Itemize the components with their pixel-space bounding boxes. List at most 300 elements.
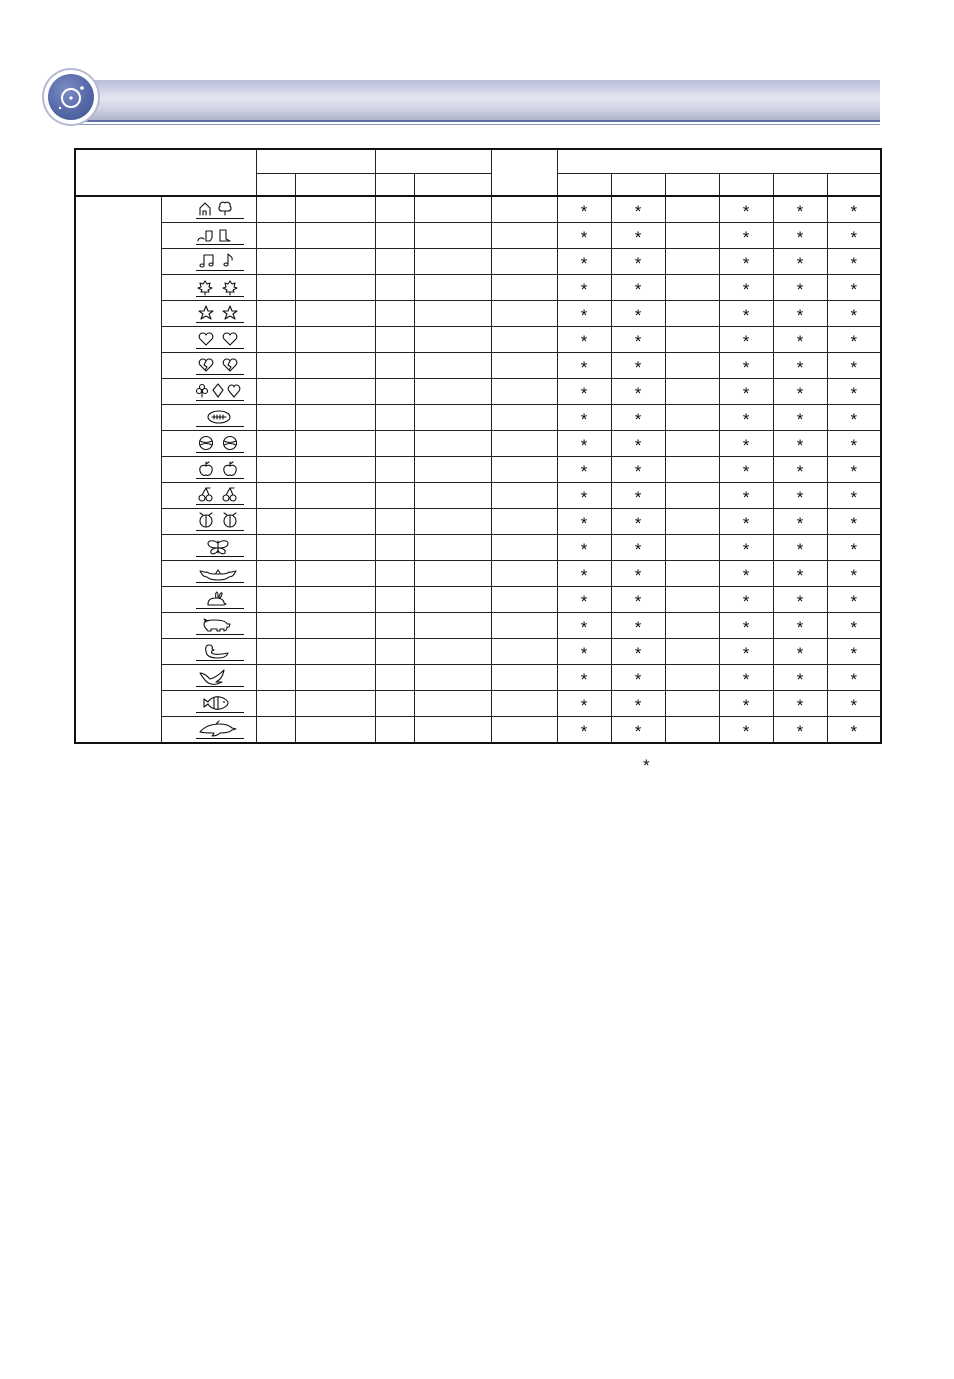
table-row [75,483,881,509]
asterisk-mark: * [580,670,588,689]
asterisk-mark: * [850,202,858,221]
pattern-table [74,148,882,744]
empty-cell [256,457,295,483]
mark-cell [773,535,827,561]
table-row [75,405,881,431]
asterisk-mark: * [580,618,588,637]
asterisk-mark: * [850,384,858,403]
asterisk-mark: * [850,618,858,637]
empty-cell [375,379,414,405]
asterisk-mark: * [742,410,750,429]
empty-cell [295,457,375,483]
empty-cell [414,535,491,561]
asterisk-mark: * [580,332,588,351]
empty-cell [414,379,491,405]
mark-cell [773,613,827,639]
empty-cell [375,249,414,275]
pattern-icon-cell [161,587,256,613]
empty-cell [491,509,557,535]
empty-cell [256,223,295,249]
header-subcell [773,174,827,197]
broken-hearts-icon [194,355,246,377]
mark-cell [719,691,773,717]
table-row [75,665,881,691]
mark-cell [773,483,827,509]
empty-cell [375,431,414,457]
empty-cell [295,639,375,665]
asterisk-mark: * [634,696,642,715]
mark-cell [557,301,611,327]
asterisk-mark: * [850,488,858,507]
empty-cell [256,196,295,223]
row-category-cell [75,196,161,743]
empty-cell [491,561,557,587]
asterisk-mark: * [850,540,858,559]
asterisk-mark: * [742,514,750,533]
empty-cell [414,613,491,639]
mark-cell [557,717,611,744]
empty-cell [295,613,375,639]
empty-cell [414,717,491,744]
empty-cell [414,431,491,457]
pattern-icon-cell [161,639,256,665]
asterisk-mark: * [850,644,858,663]
mark-cell [773,587,827,613]
asterisk-mark: * [580,202,588,221]
empty-cell [414,301,491,327]
mark-cell [773,249,827,275]
pattern-icon-cell [161,249,256,275]
asterisk-mark: * [796,410,804,429]
mark-cell [719,301,773,327]
empty-cell [375,301,414,327]
mark-cell [773,301,827,327]
empty-cell [375,535,414,561]
table-row [75,275,881,301]
mark-cell [719,613,773,639]
asterisk-mark: * [742,202,750,221]
mark-cell [557,561,611,587]
asterisk-mark: * [796,566,804,585]
mark-cell [665,613,719,639]
header-subcell [665,174,719,197]
empty-cell [491,457,557,483]
pattern-icon-cell [161,665,256,691]
mark-cell [827,431,881,457]
mark-cell [665,301,719,327]
mark-cell [773,327,827,353]
empty-cell [414,405,491,431]
asterisk-mark: * [742,670,750,689]
asterisk-mark: * [796,462,804,481]
asterisk-mark: * [742,488,750,507]
asterisk-mark: * [742,722,750,741]
asterisk-mark: * [850,722,858,741]
pattern-icon-cell [161,457,256,483]
empty-cell [256,535,295,561]
mark-cell [827,483,881,509]
asterisk-mark: * [634,644,642,663]
asterisk-mark: * [580,462,588,481]
asterisk-mark: * [742,228,750,247]
mark-cell [773,561,827,587]
pattern-icon-cell [161,535,256,561]
mark-cell [611,405,665,431]
mark-cell [773,717,827,744]
pattern-icon-cell [161,196,256,223]
mark-cell [557,379,611,405]
mark-cell [557,665,611,691]
table-row [75,535,881,561]
mark-cell [827,639,881,665]
empty-cell [375,613,414,639]
mark-cell [557,483,611,509]
mark-cell [557,196,611,223]
asterisk-mark: * [580,592,588,611]
empty-cell [491,691,557,717]
empty-cell [256,301,295,327]
mark-cell [719,717,773,744]
table-row [75,301,881,327]
mark-cell [557,327,611,353]
asterisk-mark: * [634,202,642,221]
table-row [75,561,881,587]
mark-cell [719,509,773,535]
asterisk-mark: * [742,436,750,455]
footnote-mark: * [643,756,650,775]
asterisk-mark: * [580,566,588,585]
mark-cell [719,483,773,509]
pattern-icon-cell [161,405,256,431]
asterisk-mark: * [850,566,858,585]
pattern-icon-cell [161,483,256,509]
mark-cell [611,275,665,301]
table-row [75,691,881,717]
asterisk-mark: * [742,462,750,481]
empty-cell [256,561,295,587]
apples-icon [194,459,246,481]
duck-icon [194,641,246,663]
mark-cell [827,327,881,353]
asterisk-mark: * [796,670,804,689]
empty-cell [295,535,375,561]
asterisk-mark: * [742,358,750,377]
asterisk-mark: * [580,306,588,325]
empty-cell [256,249,295,275]
empty-cell [295,353,375,379]
table-row [75,717,881,744]
mark-cell [665,196,719,223]
mark-cell [557,535,611,561]
asterisk-mark: * [850,358,858,377]
mark-cell [611,639,665,665]
asterisk-mark: * [580,488,588,507]
asterisk-mark: * [850,254,858,273]
asterisk-mark: * [742,592,750,611]
empty-cell [491,353,557,379]
empty-cell [491,639,557,665]
empty-cell [256,405,295,431]
asterisk-mark: * [796,618,804,637]
mark-cell [557,457,611,483]
empty-cell [414,509,491,535]
header-subcell [611,174,665,197]
mark-cell [557,275,611,301]
mark-cell [665,275,719,301]
mark-cell [827,561,881,587]
table-header-row-1 [75,149,881,174]
empty-cell [295,379,375,405]
mark-cell [719,639,773,665]
asterisk-mark: * [580,254,588,273]
empty-cell [375,457,414,483]
empty-cell [375,717,414,744]
mark-cell [665,327,719,353]
mark-cell [611,457,665,483]
asterisk-mark: * [634,462,642,481]
mark-cell [719,405,773,431]
empty-cell [256,379,295,405]
mark-cell [719,587,773,613]
table-row [75,431,881,457]
mark-cell [827,301,881,327]
mark-cell [665,457,719,483]
asterisk-mark: * [850,280,858,299]
header-subcell [375,174,414,197]
mark-cell [665,379,719,405]
mark-cell [827,249,881,275]
mark-cell [827,535,881,561]
mark-cell [611,196,665,223]
empty-cell [295,327,375,353]
mark-cell [665,665,719,691]
empty-cell [375,353,414,379]
asterisk-mark: * [742,566,750,585]
pattern-icon-cell [161,353,256,379]
asterisk-mark: * [580,540,588,559]
asterisk-mark: * [634,592,642,611]
empty-cell [295,196,375,223]
asterisk-mark: * [850,306,858,325]
header-cell-corner [75,149,256,196]
header-subcell [719,174,773,197]
asterisk-mark: * [634,358,642,377]
empty-cell [295,275,375,301]
empty-cell [414,249,491,275]
empty-cell [375,483,414,509]
table-row [75,379,881,405]
empty-cell [414,196,491,223]
asterisk-mark: * [796,332,804,351]
pattern-icon-cell [161,509,256,535]
mark-cell [611,249,665,275]
mark-cell [557,613,611,639]
asterisk-mark: * [796,280,804,299]
pattern-icon-cell [161,379,256,405]
empty-cell [295,561,375,587]
dolphin-icon [194,719,246,741]
mark-cell [827,665,881,691]
asterisk-mark: * [742,384,750,403]
mark-cell [719,196,773,223]
empty-cell [414,639,491,665]
header-subcell [557,174,611,197]
asterisk-mark: * [634,540,642,559]
mark-cell [773,223,827,249]
pattern-icon-cell [161,613,256,639]
rabbit-icon [194,589,246,611]
pattern-icon-cell [161,717,256,744]
maple-leaves-icon [194,277,246,299]
empty-cell [295,665,375,691]
mark-cell [719,431,773,457]
asterisk-mark: * [796,228,804,247]
mark-cell [557,509,611,535]
mark-cell [773,353,827,379]
football-icon [194,407,246,429]
mark-cell [773,665,827,691]
empty-cell [375,405,414,431]
asterisk-mark: * [850,436,858,455]
empty-cell [295,587,375,613]
empty-cell [256,327,295,353]
pattern-icon-cell [161,431,256,457]
cherries-icon [194,485,246,507]
empty-cell [295,509,375,535]
mark-cell [827,613,881,639]
empty-cell [491,587,557,613]
asterisk-mark: * [580,436,588,455]
header-cell-single [491,149,557,196]
mark-cell [719,457,773,483]
mark-cell [557,223,611,249]
empty-cell [375,587,414,613]
header-cell-group-2 [375,149,491,174]
mark-cell [719,561,773,587]
empty-cell [414,275,491,301]
empty-cell [375,196,414,223]
mark-cell [611,535,665,561]
asterisk-mark: * [634,514,642,533]
mark-cell [611,509,665,535]
empty-cell [491,483,557,509]
asterisk-mark: * [634,254,642,273]
asterisk-mark: * [634,670,642,689]
empty-cell [256,613,295,639]
empty-cell [256,691,295,717]
asterisk-mark: * [796,436,804,455]
mark-cell [719,327,773,353]
mark-cell [719,535,773,561]
mark-cell [773,691,827,717]
mark-cell [827,457,881,483]
empty-cell [414,587,491,613]
mark-cell [611,691,665,717]
asterisk-mark: * [742,306,750,325]
asterisk-mark: * [850,670,858,689]
mark-cell [611,561,665,587]
asterisk-mark: * [634,488,642,507]
asterisk-mark: * [634,618,642,637]
table-row [75,249,881,275]
mark-cell [557,587,611,613]
mark-cell [719,379,773,405]
asterisk-mark: * [580,384,588,403]
empty-cell [491,665,557,691]
section-header-rule [70,124,880,125]
mark-cell [557,405,611,431]
mark-cell [557,639,611,665]
empty-cell [414,353,491,379]
asterisk-mark: * [580,514,588,533]
mark-cell [773,509,827,535]
asterisk-mark: * [796,254,804,273]
mark-cell [665,717,719,744]
mark-cell [827,379,881,405]
asterisk-mark: * [742,618,750,637]
asterisk-mark: * [850,332,858,351]
mark-cell [665,639,719,665]
mark-cell [665,353,719,379]
asterisk-mark: * [850,592,858,611]
mark-cell [611,379,665,405]
mark-cell [611,613,665,639]
empty-cell [295,223,375,249]
empty-cell [414,665,491,691]
asterisk-mark: * [742,280,750,299]
table-row [75,223,881,249]
asterisk-mark: * [580,722,588,741]
empty-cell [414,483,491,509]
table-row [75,587,881,613]
mark-cell [557,249,611,275]
mark-cell [827,353,881,379]
table-row [75,457,881,483]
mark-cell [611,665,665,691]
empty-cell [375,665,414,691]
header-subcell [256,174,295,197]
mark-cell [773,196,827,223]
boots-icon [194,225,246,247]
mark-cell [611,327,665,353]
asterisk-mark: * [634,384,642,403]
mark-cell [611,353,665,379]
header-subcell [414,174,491,197]
mark-cell [665,405,719,431]
mark-cell [773,431,827,457]
asterisk-mark: * [634,228,642,247]
asterisk-mark: * [850,514,858,533]
table-row [75,613,881,639]
mark-cell [611,431,665,457]
mark-cell [827,223,881,249]
asterisk-mark: * [634,280,642,299]
empty-cell [256,665,295,691]
mark-cell [557,353,611,379]
empty-cell [491,223,557,249]
asterisk-mark: * [796,540,804,559]
asterisk-mark: * [634,436,642,455]
mark-cell [827,196,881,223]
asterisk-mark: * [742,254,750,273]
house-tree-icon [194,199,246,221]
mark-cell [827,587,881,613]
asterisk-mark: * [580,696,588,715]
peaches-icon [194,511,246,533]
header-cell-group-1 [256,149,375,174]
mark-cell [611,301,665,327]
empty-cell [375,691,414,717]
